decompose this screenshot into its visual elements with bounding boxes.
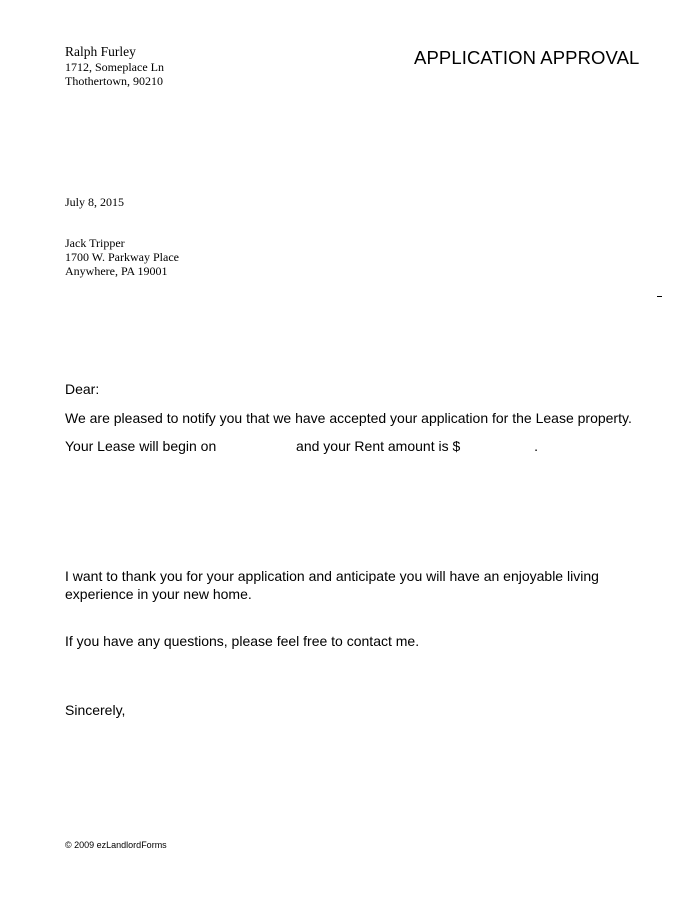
sender-street: 1712, Someplace Ln bbox=[65, 60, 164, 74]
rent-amount-text: and your Rent amount is $ bbox=[296, 438, 461, 454]
letter-date: July 8, 2015 bbox=[65, 195, 125, 209]
recipient-city: Anywhere, PA 19001 bbox=[65, 264, 168, 278]
paragraph-lease-terms bbox=[65, 437, 538, 455]
sender-name: Ralph Furley bbox=[65, 44, 136, 59]
closing: Sincerely, bbox=[65, 702, 126, 718]
margin-mark bbox=[657, 296, 662, 297]
document-title: APPLICATION APPROVAL bbox=[414, 47, 640, 68]
salutation: Dear: bbox=[65, 381, 100, 397]
sender-address bbox=[65, 44, 164, 88]
sender-city: Thothertown, 90210 bbox=[65, 74, 163, 88]
paragraph-thanks: I want to thank you for your application and anticipate you will have an enjoyable living experience in your new home. bbox=[65, 568, 599, 602]
paragraph-contact: If you have any questions, please feel free to contact me. bbox=[65, 633, 420, 649]
lease-start-text: Your Lease will begin on bbox=[65, 438, 217, 454]
recipient-address bbox=[65, 236, 179, 278]
copyright-footer: © 2009 ezLandlordForms bbox=[65, 840, 167, 850]
recipient-name: Jack Tripper bbox=[65, 236, 125, 250]
paragraph-acceptance: We are pleased to notify you that we have accepted your application for the Lease property. bbox=[65, 410, 632, 426]
sentence-period: . bbox=[534, 438, 539, 454]
recipient-street: 1700 W. Parkway Place bbox=[65, 250, 179, 264]
